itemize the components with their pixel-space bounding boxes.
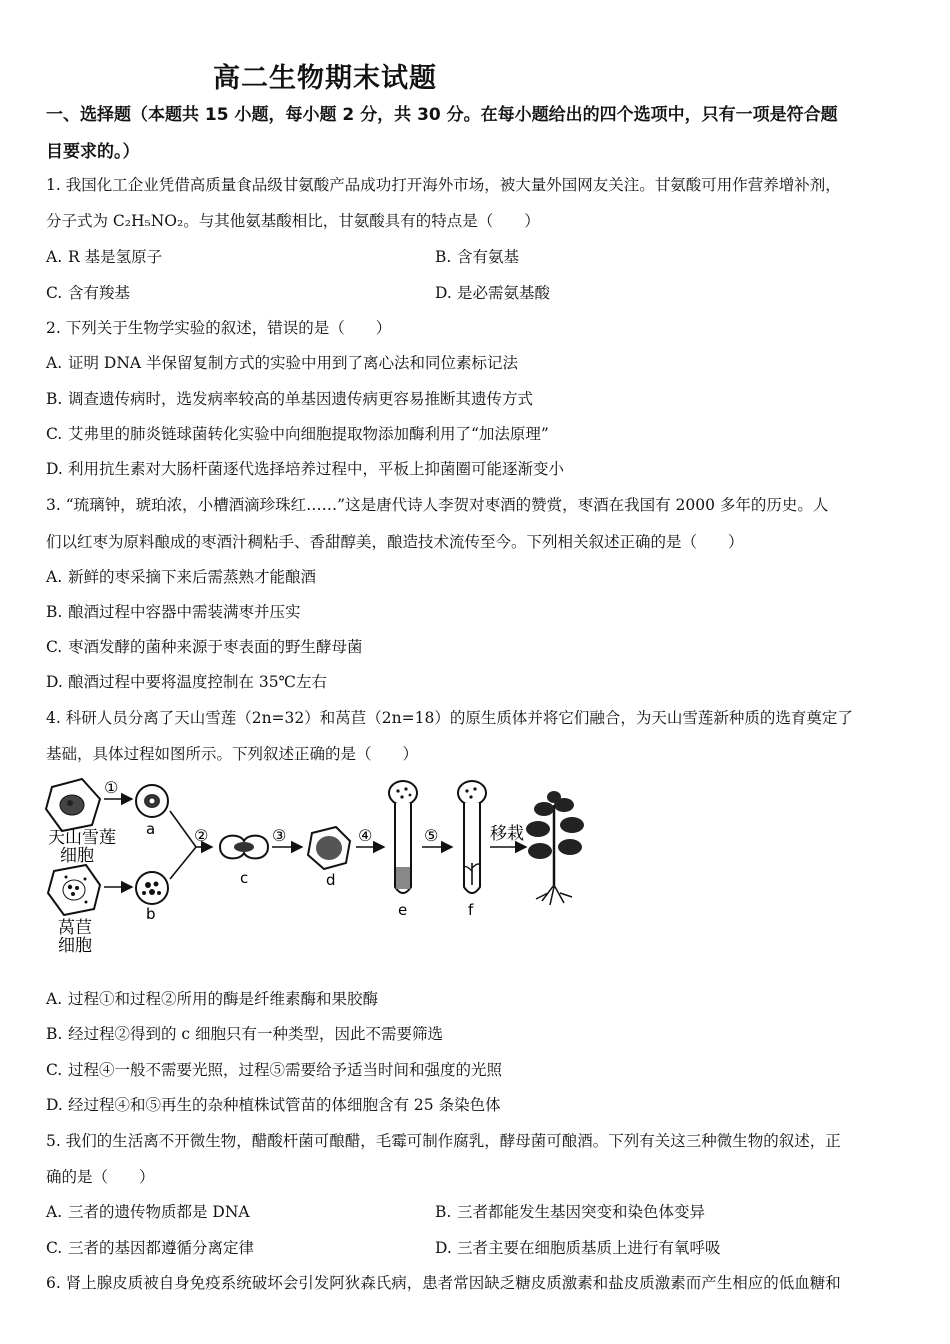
label-d: d [326,871,336,889]
snow-lotus-label-line2: 细胞 [60,846,94,866]
q1-option-a: A. R 基是氢原子 [46,248,163,266]
step-2-label: ② [194,826,209,845]
q3-option-b: B. 酿酒过程中容器中需装满枣并压实 [46,603,301,621]
protoplast-fusion-figure [44,775,584,955]
page-title: 高二生物期末试题 [213,63,437,94]
q1-option-b: B. 含有氨基 [435,248,520,266]
q1-stem-line1: 1. 我国化工企业凭借高质量食品级甘氨酸产品成功打开海外市场，被大量外国网友关注。甘氨酸可用作营养增补剂， [46,176,841,194]
q2-option-c: C. 艾弗里的肺炎链球菌转化实验中向细胞提取物添加酶利用了“加法原理” [46,425,549,443]
protoplast-b [136,872,168,904]
snow-lotus-label-line1: 天山雪莲 [48,828,116,848]
transplant-label: 移栽 [490,824,524,844]
lettuce-label-line2: 细胞 [58,936,92,955]
step-1-label: ① [104,778,119,797]
q5-option-b: B. 三者都能发生基因突变和染色体变异 [435,1203,706,1221]
q2-stem: 2. 下列关于生物学实验的叙述，错误的是（ ） [46,319,392,337]
step-3-label: ③ [272,826,287,845]
q4-option-c: C. 过程④一般不需要光照，过程⑤需要给予适当时间和强度的光照 [46,1061,503,1079]
q4-option-a: A. 过程①和过程②所用的酶是纤维素酶和果胶酶 [46,990,379,1008]
q2-option-b: B. 调查遗传病时，选发病率较高的单基因遗传病更容易推断其遗传方式 [46,390,534,408]
label-c: c [240,869,249,887]
q3-option-a: A. 新鲜的枣采摘下来后需蒸熟才能酿酒 [46,568,317,586]
q3-option-d: D. 酿酒过程中要将温度控制在 35℃左右 [46,673,327,691]
test-tube-e [389,781,417,893]
q1-stem-line2: 分子式为 C₂H₅NO₂。与其他氨基酸相比，甘氨酸具有的特点是（ ） [46,212,540,230]
step-4-label: ④ [358,826,373,845]
protoplast-a [136,785,168,817]
section-heading-line1: 一、选择题（本题共 15 小题，每小题 2 分，共 30 分。在每小题给出的四个选项中，只有一项是符合题 [46,105,838,125]
q5-option-a: A. 三者的遗传物质都是 DNA [46,1203,250,1221]
q1-option-d: D. 是必需氨基酸 [435,284,551,302]
hybrid-plant-icon [526,791,584,905]
q6-stem-line1: 6. 肾上腺皮质被自身免疫系统破坏会引发阿狄森氏病，患者常因缺乏糖皮质激素和盐皮质激素而产生相应的低血糖和 [46,1274,841,1292]
section-heading-line2: 目要求的。） [46,142,140,162]
lettuce-label-line1: 莴苣 [58,918,92,938]
q5-stem-line2: 确的是（ ） [46,1168,155,1186]
label-f: f [468,901,474,919]
q4-option-d: D. 经过程④和⑤再生的杂种植株试管苗的体细胞含有 25 条染色体 [46,1096,501,1114]
q4-stem-line2: 基础，具体过程如图所示。下列叙述正确的是（ ） [46,745,419,763]
label-e: e [398,901,408,919]
q5-stem-line1: 5. 我们的生活离不开微生物，醋酸杆菌可酿醋，毛霉可制作腐乳，酵母菌可酿酒。下列有关这三种微生物的叙述，正 [46,1132,841,1150]
snow-lotus-cell [46,779,100,831]
q2-option-a: A. 证明 DNA 半保留复制方式的实验中用到了离心法和同位素标记法 [46,354,519,372]
q3-stem-line1: 3. “琉璃钟，琥珀浓，小槽酒滴珍珠红……”这是唐代诗人李贺对枣酒的赞赏，枣酒在我国有 2000 多年的历史。人 [46,496,829,514]
q4-stem-line1: 4. 科研人员分离了天山雪莲（2n=32）和莴苣（2n=18）的原生质体并将它们融合，为天山雪莲新种质的选育奠定了 [46,709,853,727]
q1-option-c: C. 含有羧基 [46,284,131,302]
fused-cell-c [220,836,268,859]
q5-option-d: D. 三者主要在细胞质基质上进行有氧呼吸 [435,1239,721,1257]
q3-option-c: C. 枣酒发酵的菌种来源于枣表面的野生酵母菌 [46,638,363,656]
q3-stem-line2: 们以红枣为原料酿成的枣酒汁稠粘手、香甜醇美，酿造技术流传至今。下列相关叙述正确的是（ ） [46,533,744,551]
q5-option-c: C. 三者的基因都遵循分离定律 [46,1239,255,1257]
q2-option-d: D. 利用抗生素对大肠杆菌逐代选择培养过程中，平板上抑菌圈可能逐渐变小 [46,460,565,478]
label-a: a [146,820,156,838]
lettuce-cell [48,865,100,915]
label-b: b [146,905,156,923]
test-tube-f [458,781,486,893]
step-5-label: ⑤ [424,826,439,845]
hybrid-cell-d [308,827,350,869]
q4-option-b: B. 经过程②得到的 c 细胞只有一种类型，因此不需要筛选 [46,1025,444,1043]
